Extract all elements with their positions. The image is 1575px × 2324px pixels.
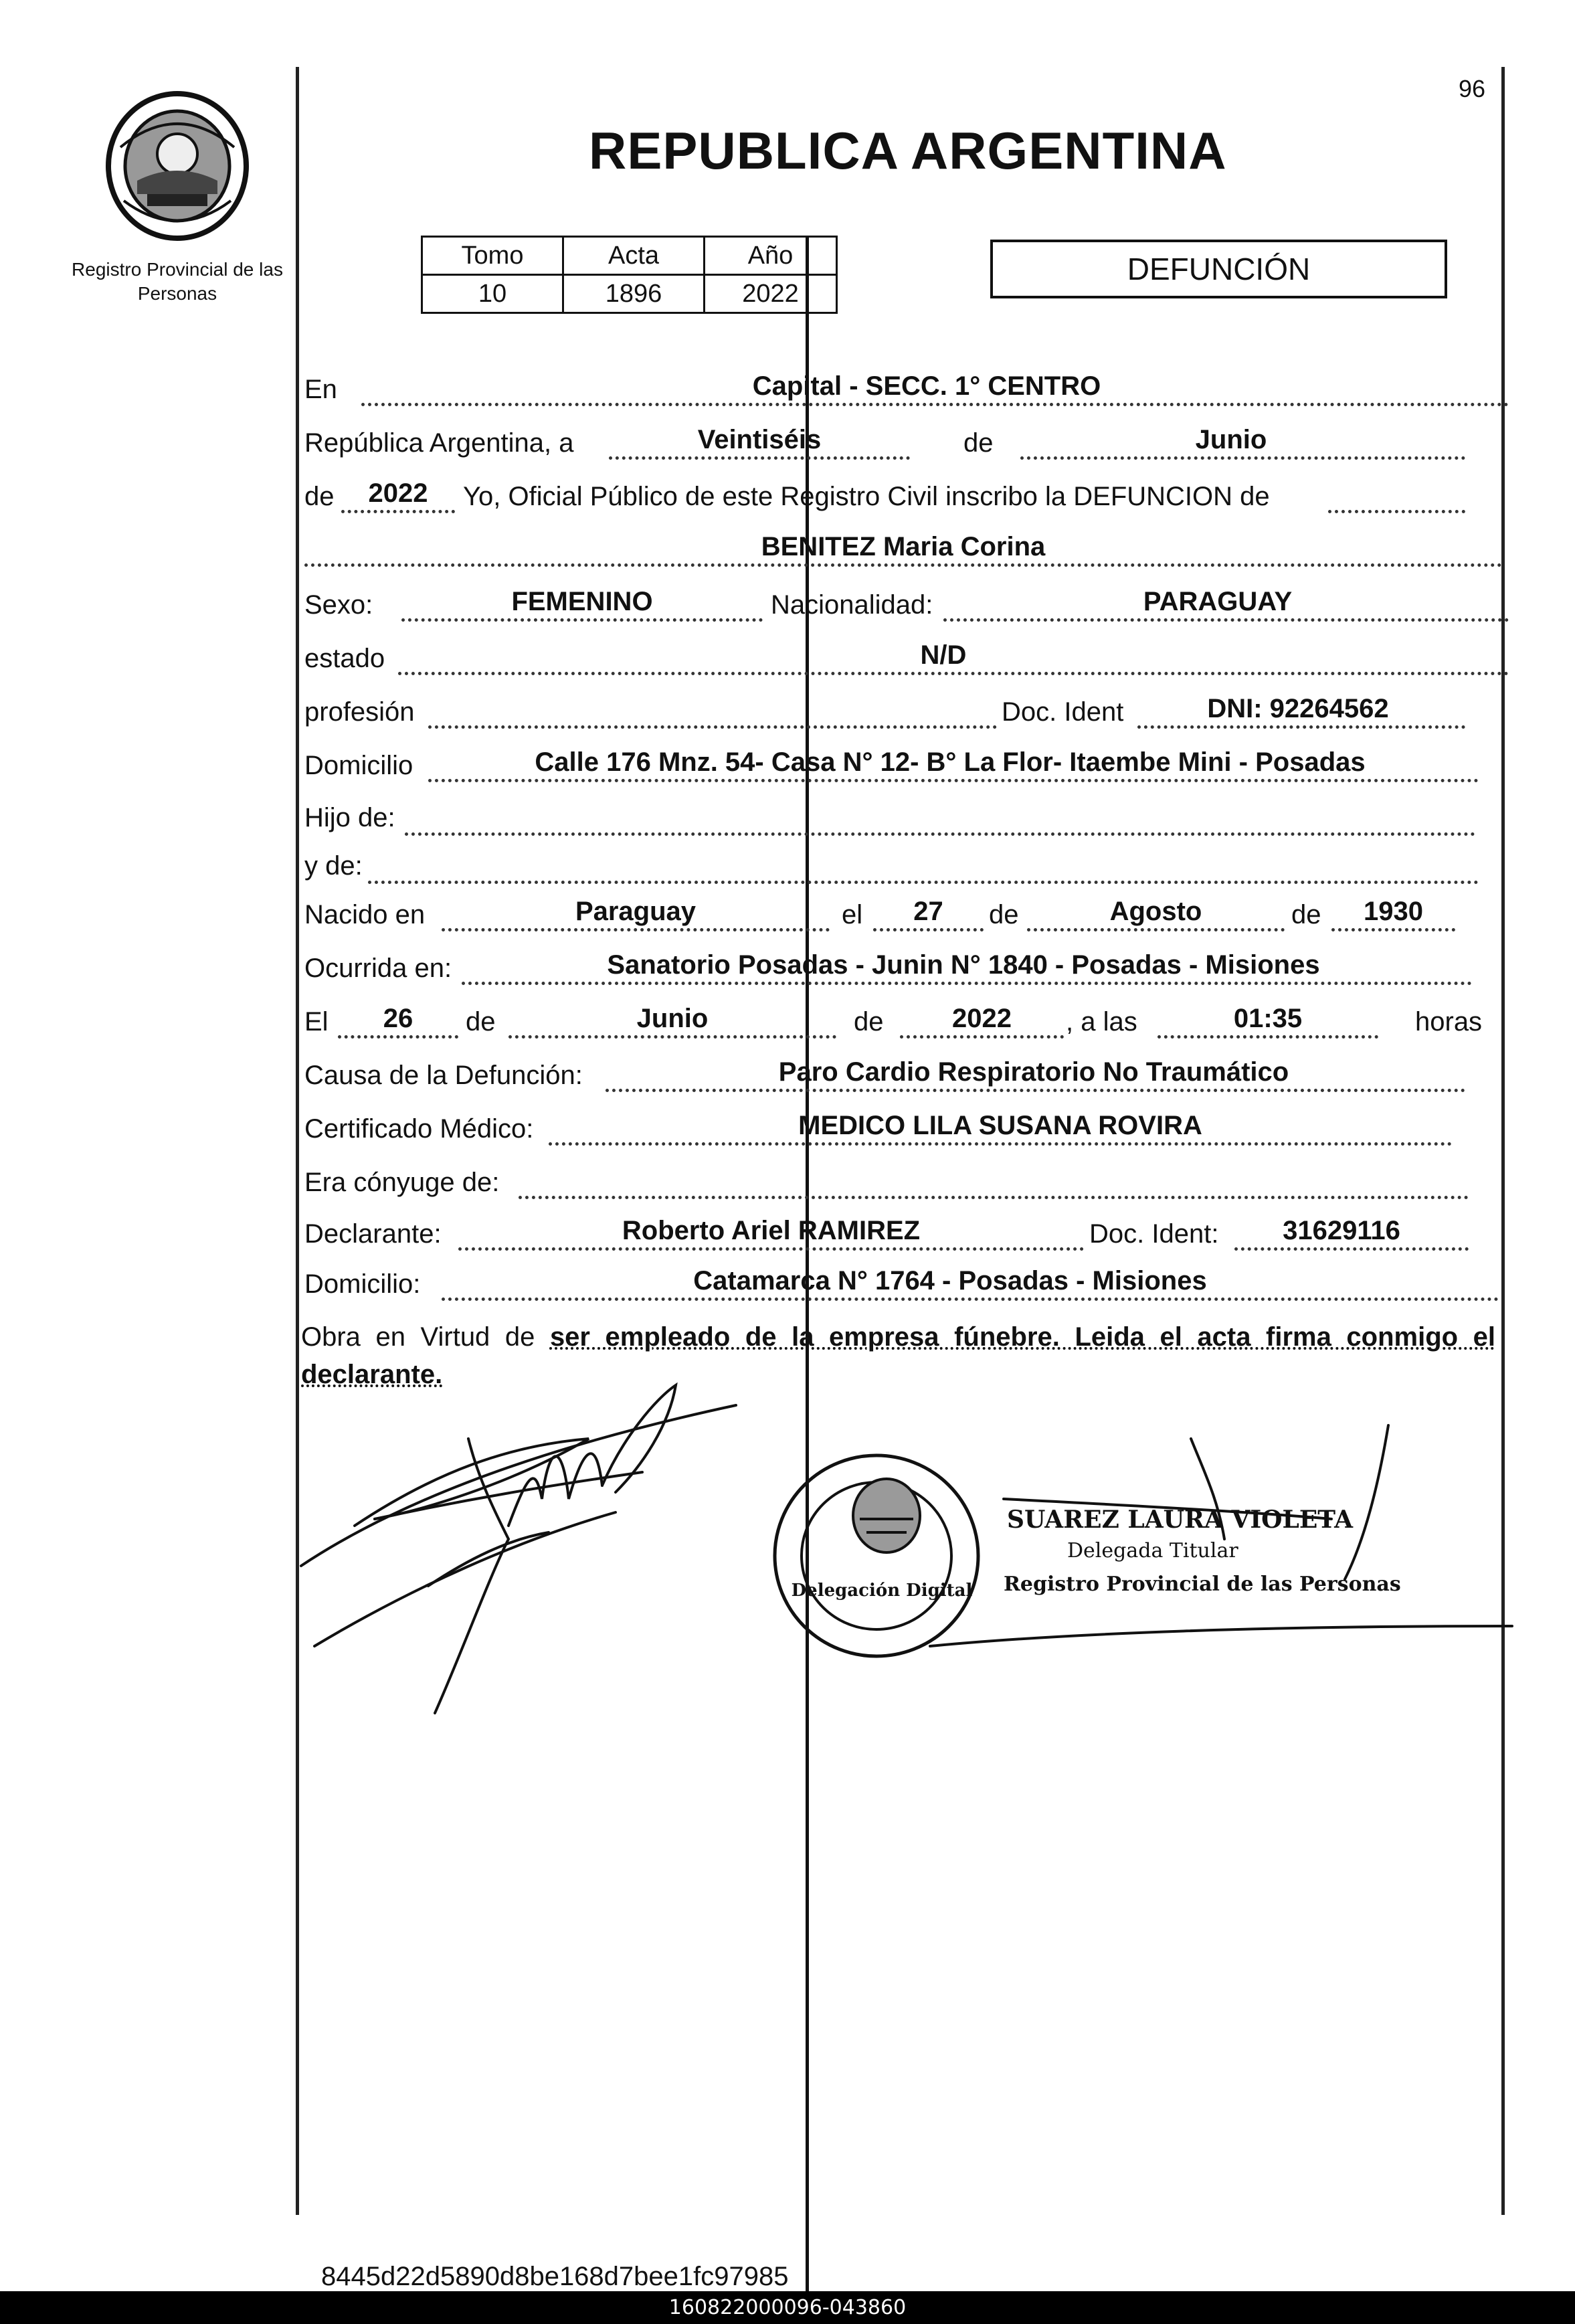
doc-ident-label: Doc. Ident (1002, 697, 1124, 727)
anio-header: Año (705, 237, 837, 275)
causa-value: Paro Cardio Respiratorio No Traumático (778, 1057, 1289, 1087)
en-label: En (304, 375, 337, 404)
stamp-center-text: Delegación Digital (791, 1581, 973, 1601)
document-hash: 8445d22d5890d8be168d7bee1fc97985 (321, 2262, 789, 2291)
page-title: REPUBLICA ARGENTINA (589, 121, 1227, 180)
doc-ident2-value: 31629116 (1283, 1216, 1400, 1245)
nacido-value: Paraguay (575, 897, 697, 926)
yde-label: y de: (304, 851, 363, 881)
page-number: 96 (1459, 75, 1486, 102)
birth-month: Agosto (1109, 897, 1202, 926)
document-type-box: DEFUNCIÓN (990, 240, 1447, 298)
domicilio2-value: Catamarca N° 1764 - Posadas - Misiones (693, 1266, 1207, 1295)
de-label: de (466, 1007, 496, 1037)
republica-label: República Argentina, a (304, 428, 574, 458)
certificado-value: MEDICO LILA SUSANA ROVIRA (798, 1111, 1202, 1140)
nacionalidad-value: PARAGUAY (1143, 587, 1293, 616)
el-label: el (842, 900, 863, 929)
de-label: de (304, 482, 335, 511)
domicilio-value: Calle 176 Mnz. 54- Casa N° 12- B° La Flor- Itaembe Mini - Posadas (535, 747, 1366, 777)
month-value: Junio (1195, 425, 1267, 454)
acta-header: Acta (563, 237, 705, 275)
obra-value: ser empleado de la empresa fúnebre. Leida el acta firma conmigo el declarante. (301, 1322, 1495, 1389)
declarante-label: Declarante: (304, 1219, 442, 1249)
official-role: Delegada Titular (1067, 1539, 1238, 1562)
death-month: Junio (636, 1004, 709, 1033)
ocurrida-value: Sanatorio Posadas - Junin N° 1840 - Posadas - Misiones (607, 950, 1320, 980)
a-las-label: , a las (1066, 1007, 1137, 1037)
barcode-bar: 160822000096-043860 (0, 2291, 1575, 2324)
ocurrida-label: Ocurrida en: (304, 954, 452, 983)
de-label: de (1291, 900, 1321, 929)
obra-label: Obra en Virtud de (301, 1322, 535, 1352)
official-name: SUAREZ LAURA VIOLETA (1007, 1506, 1354, 1534)
birth-day: 27 (913, 897, 943, 926)
acta-value: 1896 (563, 275, 705, 313)
anio-value: 2022 (705, 275, 837, 313)
domicilio-label: Domicilio (304, 751, 413, 780)
de-label: de (963, 428, 994, 458)
sexo-value: FEMENINO (511, 587, 653, 616)
death-year: 2022 (952, 1004, 1012, 1033)
deceased-name: BENITEZ Maria Corina (761, 532, 1046, 561)
official-signature (930, 1425, 1512, 1646)
inscribo-text: Yo, Oficial Público de este Registro Civil inscribo la DEFUNCION de (463, 482, 1270, 511)
hijo-label: Hijo de: (304, 803, 395, 832)
horas-label: horas (1415, 1007, 1483, 1037)
de-label: de (854, 1007, 884, 1037)
certificado-label: Certificado Médico: (304, 1114, 534, 1144)
declarante-value: Roberto Ariel RAMIREZ (622, 1216, 921, 1245)
nacionalidad-label: Nacionalidad: (771, 590, 933, 620)
nacido-label: Nacido en (304, 900, 426, 929)
el-label: El (304, 1007, 329, 1037)
estado-value: N/D (920, 640, 967, 670)
tomo-header: Tomo (422, 237, 563, 275)
domicilio2-label: Domicilio: (304, 1269, 421, 1299)
day-words-value: Veintiséis (697, 425, 822, 454)
registry-label: Registro Provincial de las Personas (72, 259, 283, 304)
declarant-signature (301, 1385, 736, 1713)
estado-label: estado (304, 644, 385, 673)
death-day: 26 (383, 1004, 413, 1033)
de-label: de (989, 900, 1019, 929)
conyuge-label: Era cónyuge de: (304, 1168, 500, 1197)
death-time: 01:35 (1233, 1004, 1303, 1033)
place-value: Capital - SECC. 1° CENTRO (752, 371, 1101, 401)
birth-year: 1930 (1364, 897, 1423, 926)
doc-ident-value: DNI: 92264562 (1207, 694, 1389, 723)
doc-ident2-label: Doc. Ident: (1089, 1219, 1219, 1249)
tomo-value: 10 (422, 275, 563, 313)
profesion-label: profesión (304, 697, 415, 727)
official-org: Registro Provincial de las Personas (1004, 1573, 1401, 1596)
year-value: 2022 (368, 478, 428, 508)
sexo-label: Sexo: (304, 590, 373, 620)
causa-label: Causa de la Defunción: (304, 1061, 583, 1090)
official-stamp (775, 1455, 978, 1656)
